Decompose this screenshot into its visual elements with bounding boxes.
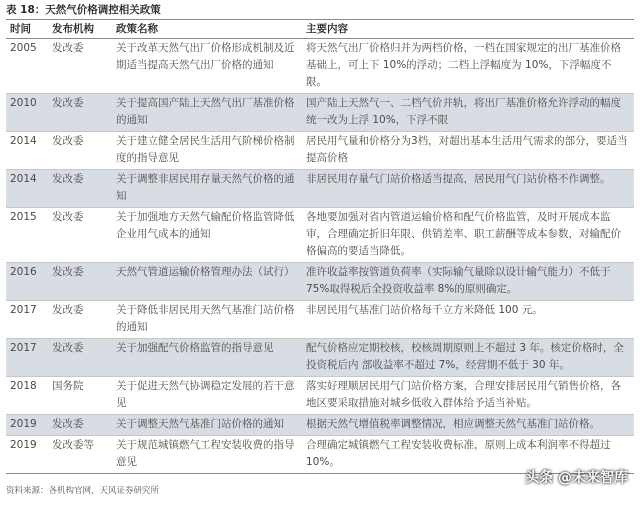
header-content: 主要内容 [306, 23, 348, 35]
cell-year: 2018 [10, 380, 37, 392]
cell-year: 2017 [10, 342, 37, 354]
cell-agency: 发改委 [52, 97, 84, 109]
cell-content: 配气价格应定期校核，校核周期原则上不超过 3 年。核定价格时，全投资税后内 部收益率不超过 7%，经营期不低于 30 年。 [306, 342, 624, 371]
cell-year: 2010 [10, 97, 37, 109]
table-body [6, 39, 634, 474]
cell-policy-name: 天然气管道运输价格管理办法（试行） [116, 266, 295, 278]
cell-year: 2015 [10, 211, 37, 223]
cell-year: 2005 [10, 42, 37, 54]
header-agency: 发布机构 [52, 23, 94, 35]
cell-year: 2016 [10, 266, 37, 278]
table-title: 表 18：天然气价格调控相关政策 [6, 4, 161, 16]
cell-policy-name: 关于提高国产陆上天然气出厂基准价格的通知 [116, 97, 295, 126]
cell-year: 2019 [10, 439, 37, 451]
cell-agency: 发改委 [52, 42, 84, 54]
table-row [6, 377, 634, 415]
cell-policy-name: 关于改革天然气出厂价格形成机制及近期适当提高天然气出厂价格的通知 [116, 42, 295, 71]
cell-policy-name: 关于规范城镇燃气工程安装收费的指导意见 [116, 439, 295, 468]
policy-table [6, 19, 634, 474]
table-row [6, 132, 634, 170]
cell-policy-name: 关于建立健全居民生活用气阶梯价格制度的指导意见 [116, 135, 295, 164]
cell-content: 将天然气出厂价格归并为两档价格，一档在国家规定的出厂基准价格基础上，可上下 10%的浮动；二档上浮幅度为 10%，下浮幅度不限。 [306, 42, 621, 88]
cell-year: 2017 [10, 304, 37, 316]
table-row [6, 339, 634, 377]
cell-year: 2014 [10, 173, 37, 185]
table-row [6, 208, 634, 263]
cell-policy-name: 关于加强地方天然气输配价格监管降低企业用气成本的通知 [116, 211, 295, 240]
table-header [6, 20, 634, 39]
table-row [6, 39, 634, 94]
cell-agency: 发改委等 [52, 439, 94, 451]
cell-content: 居民用气量和价格分为3档，对超出基本生活用气需求的部分，要适当提高价格 [306, 135, 628, 164]
table-row [6, 94, 634, 132]
table-row [6, 263, 634, 301]
cell-agency: 发改委 [52, 173, 84, 185]
cell-policy-name: 关于加强配气价格监管的指导意见 [116, 342, 274, 354]
cell-agency: 发改委 [52, 342, 84, 354]
cell-year: 2014 [10, 135, 37, 147]
cell-content: 非居民用存量气门站价格适当提高，居民用气门站价格不作调整。 [306, 173, 611, 185]
header-year: 时间 [10, 23, 31, 35]
cell-content: 根据天然气增值税率调整情况，相应调整天然气基准门站价格。 [306, 418, 600, 430]
cell-policy-name: 关于调整非居民用存量天然气价格的通知 [116, 173, 295, 202]
cell-content: 国产陆上天然气一、二档气价并轨，将出厂基准价格允许浮动的幅度统一改为上浮 10%，下浮不限 [306, 97, 621, 126]
table-row [6, 415, 634, 436]
cell-year: 2019 [10, 418, 37, 430]
source-note: 资料来源：各机构官网，天风证券研究所 [6, 486, 160, 496]
cell-content: 非居民用气基准门站价格每千立方米降低 100 元。 [306, 304, 543, 316]
cell-policy-name: 关于降低非居民用天然气基准门站价格的通知 [116, 304, 295, 333]
cell-content: 落实好理顺居民用气门站价格方案，合理安排居民用气销售价格，各地区要采取措施对城乡低收入群体给予适当补贴。 [306, 380, 621, 409]
cell-agency: 发改委 [52, 304, 84, 316]
header-policy-name: 政策名称 [116, 23, 158, 35]
cell-agency: 发改委 [52, 266, 84, 278]
cell-policy-name: 关于促进天然气协调稳定发展的若干意见 [116, 380, 295, 409]
watermark: 头条 @未来智库 [525, 470, 628, 486]
cell-agency: 发改委 [52, 135, 84, 147]
cell-content: 合理确定城镇燃气工程安装收费标准，原则上成本利润率不得超过 10%。 [306, 439, 611, 468]
cell-agency: 发改委 [52, 211, 84, 223]
table-row [6, 170, 634, 208]
cell-agency: 发改委 [52, 418, 84, 430]
cell-content: 准许收益率按管道负荷率（实际输气量除以设计输气能力）不低于 75%取得税后全投资收益率 8%的原则确定。 [306, 266, 611, 295]
cell-agency: 国务院 [52, 380, 84, 392]
cell-policy-name: 关于调整天然气基准门站价格的通知 [116, 418, 284, 430]
table-row [6, 301, 634, 339]
cell-content: 各地要加强对省内管道运输价格和配气价格监管，及时开展成本监审，合理确定折旧年限、供销差率、职工薪酬等成本参数，对输配价格偏高的要适当降低。 [306, 211, 621, 257]
